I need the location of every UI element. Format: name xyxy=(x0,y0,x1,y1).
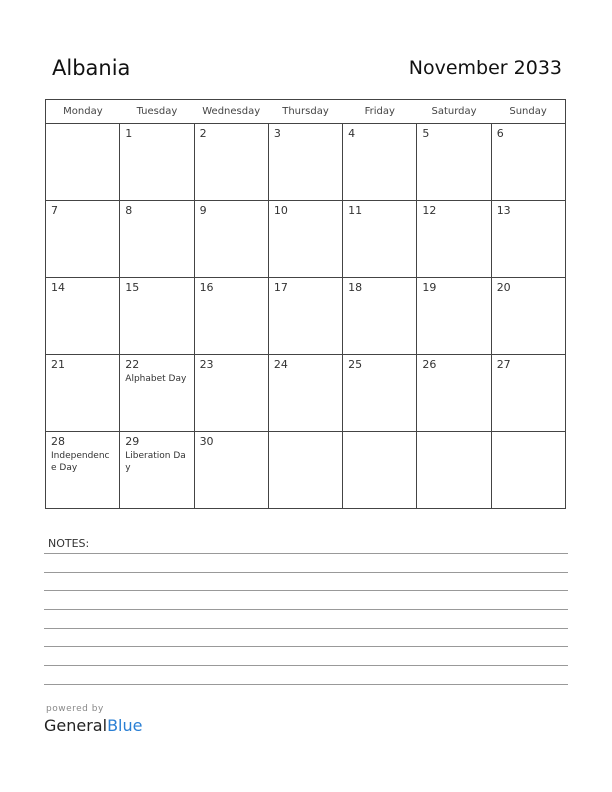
day-cell xyxy=(491,124,565,201)
day-cell xyxy=(343,355,417,432)
weekday-header-row xyxy=(46,100,566,124)
day-cell xyxy=(491,355,565,432)
day-cell xyxy=(417,278,491,355)
day-number: 22 xyxy=(125,358,140,371)
note-line xyxy=(44,665,568,666)
day-cell xyxy=(46,432,120,509)
country-title: Albania xyxy=(52,56,131,80)
day-number: 5 xyxy=(422,127,430,140)
logo-blue: Blue xyxy=(107,716,143,735)
calendar-grid xyxy=(45,99,566,509)
note-line xyxy=(44,684,568,685)
day-number: 11 xyxy=(348,204,363,217)
weekday-monday: Monday xyxy=(46,100,120,124)
day-cell xyxy=(46,278,120,355)
day-number: 1 xyxy=(125,127,133,140)
day-cell xyxy=(417,124,491,201)
day-cell xyxy=(268,201,342,278)
notes-label: NOTES: xyxy=(48,537,90,550)
weekday-saturday: Saturday xyxy=(417,100,491,124)
weekday-wednesday: Wednesday xyxy=(194,100,268,124)
weekday-friday: Friday xyxy=(343,100,417,124)
day-cell xyxy=(120,432,194,509)
day-cell xyxy=(491,201,565,278)
day-number: 6 xyxy=(496,127,504,140)
day-number: 30 xyxy=(199,435,214,448)
day-cell xyxy=(343,124,417,201)
day-cell xyxy=(343,201,417,278)
day-cell xyxy=(268,278,342,355)
day-cell xyxy=(46,355,120,432)
holiday-label: Liberation Day xyxy=(125,451,186,473)
day-cell xyxy=(268,432,342,509)
week-row xyxy=(46,124,566,201)
day-number: 17 xyxy=(273,281,288,294)
note-line xyxy=(44,590,568,591)
note-line xyxy=(44,572,568,573)
day-cell xyxy=(120,278,194,355)
day-number: 8 xyxy=(125,204,133,217)
day-cell xyxy=(194,201,268,278)
day-number: 27 xyxy=(496,358,511,371)
day-cell xyxy=(417,201,491,278)
powered-by-text: powered by xyxy=(46,704,104,714)
day-number: 15 xyxy=(125,281,140,294)
day-number: 9 xyxy=(199,204,207,217)
day-cell xyxy=(194,278,268,355)
day-cell xyxy=(343,432,417,509)
day-number: 21 xyxy=(51,358,65,371)
day-cell xyxy=(194,124,268,201)
day-cell xyxy=(194,355,268,432)
day-number: 23 xyxy=(199,358,214,371)
day-cell xyxy=(417,355,491,432)
day-cell xyxy=(343,278,417,355)
weekday-sunday: Sunday xyxy=(491,100,565,124)
day-cell xyxy=(120,201,194,278)
week-row xyxy=(46,355,566,432)
day-cell xyxy=(417,432,491,509)
day-number: 7 xyxy=(51,204,58,217)
day-number: 2 xyxy=(199,127,207,140)
day-cell xyxy=(120,355,194,432)
day-number: 10 xyxy=(273,204,288,217)
note-line xyxy=(44,628,568,629)
holiday-label: Alphabet Day xyxy=(125,374,187,384)
note-line xyxy=(44,609,568,610)
day-number: 20 xyxy=(496,281,511,294)
note-line xyxy=(44,646,568,647)
day-number: 16 xyxy=(199,281,214,294)
day-number: 25 xyxy=(348,358,363,371)
day-number: 19 xyxy=(422,281,437,294)
day-number: 18 xyxy=(348,281,363,294)
day-number: 4 xyxy=(348,127,356,140)
logo-general: General xyxy=(44,716,108,735)
generalblue-logo xyxy=(44,716,142,735)
day-cell xyxy=(46,124,120,201)
month-year-title: November 2033 xyxy=(408,57,562,79)
day-number: 29 xyxy=(125,435,140,448)
day-cell xyxy=(194,432,268,509)
day-cell xyxy=(491,278,565,355)
day-cell xyxy=(268,355,342,432)
day-number: 24 xyxy=(273,358,288,371)
day-number: 26 xyxy=(422,358,437,371)
day-number: 3 xyxy=(273,127,281,140)
weekday-thursday: Thursday xyxy=(268,100,342,124)
holiday-label: Independence Day xyxy=(51,451,110,473)
week-row xyxy=(46,278,566,355)
day-cell xyxy=(46,201,120,278)
day-cell xyxy=(491,432,565,509)
week-row xyxy=(46,201,566,278)
day-number: 14 xyxy=(51,281,65,294)
day-cell xyxy=(268,124,342,201)
note-line xyxy=(44,553,568,554)
day-number: 12 xyxy=(422,204,437,217)
day-number: 28 xyxy=(51,435,65,448)
day-cell xyxy=(120,124,194,201)
day-number: 13 xyxy=(496,204,511,217)
weekday-tuesday: Tuesday xyxy=(120,100,194,124)
week-row xyxy=(46,432,566,509)
